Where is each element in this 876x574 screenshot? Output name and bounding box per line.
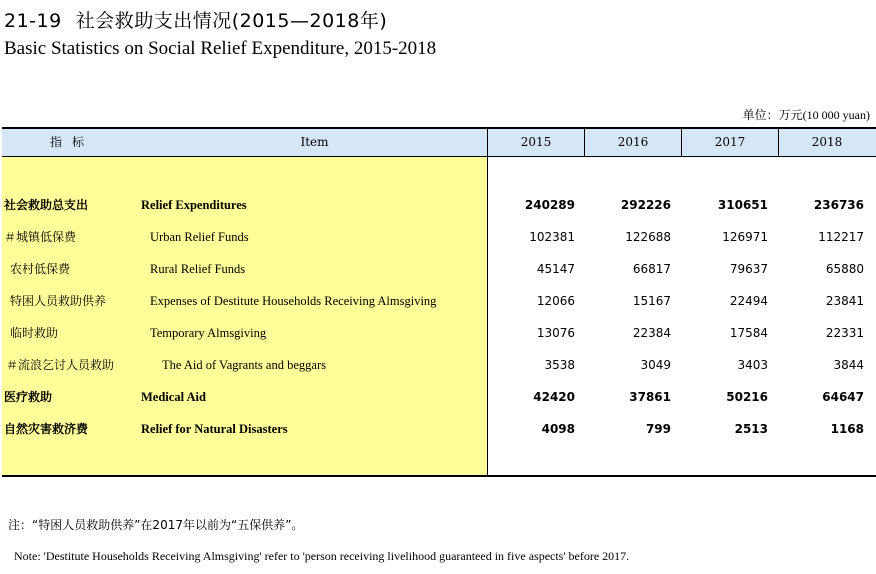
page-title-en: Basic Statistics on Social Relief Expenditure, 2015-2018 — [4, 38, 437, 59]
value-cell: 102381 — [529, 230, 575, 244]
value-cell: 292226 — [620, 198, 671, 212]
value-cell: 64647 — [822, 390, 864, 404]
table-bottom-rule — [2, 475, 876, 477]
unit-label — [743, 106, 870, 123]
row-label-cn: 特困人员救助供养 — [10, 294, 107, 308]
value-cell: 3844 — [833, 358, 864, 372]
value-cell: 42420 — [533, 390, 575, 404]
value-cell: 122688 — [625, 230, 671, 244]
row-label-cn: ＃流浪乞讨人员救助 — [6, 358, 115, 372]
value-cell: 79637 — [729, 262, 768, 276]
value-cell: 37861 — [629, 390, 671, 404]
header-rule — [2, 156, 876, 157]
table-row — [2, 189, 876, 221]
footnote-en: Note: 'Destitute Households Receiving Almsgiving' refer to 'person receiving livelihood guaranteed in five aspects' before 2017. — [14, 549, 630, 563]
table-row — [2, 253, 876, 285]
value-cell: 799 — [645, 422, 671, 436]
table-row — [2, 413, 876, 445]
title-cn-text: 社会救助支出情况(2015—2018年) — [75, 10, 388, 32]
row-label-en: Urban Relief Funds — [150, 230, 249, 244]
row-label-cn: 自然灾害救济费 — [4, 422, 89, 436]
value-cell: 310651 — [717, 198, 768, 212]
table-row — [2, 349, 876, 381]
value-cell: 15167 — [632, 294, 671, 308]
header-year: 2017 — [714, 135, 746, 149]
row-label-en: Expenses of Destitute Households Receiving Almsgiving — [150, 294, 437, 308]
value-cell: 22384 — [632, 326, 671, 340]
value-cell: 3049 — [640, 358, 671, 372]
value-cell: 126971 — [722, 230, 768, 244]
value-cell: 23841 — [825, 294, 864, 308]
value-cell: 45147 — [536, 262, 575, 276]
row-label-cn: 医疗救助 — [4, 390, 53, 404]
row-label-cn: ＃城镇低保费 — [4, 230, 77, 244]
footnote-cn: 注：“特困人员救助供养”在2017年以前为“五保供养”。 — [8, 518, 304, 532]
row-label-en: Rural Relief Funds — [150, 262, 246, 276]
header-year: 2015 — [520, 135, 552, 149]
row-label-cn: 社会救助总支出 — [4, 198, 89, 212]
table-code: 21-19 — [4, 10, 62, 32]
value-cell: 2513 — [734, 422, 768, 436]
value-cell: 4098 — [541, 422, 575, 436]
table-row — [2, 381, 876, 413]
value-cell: 236736 — [813, 198, 864, 212]
row-label-en: Temporary Almsgiving — [150, 326, 267, 340]
table-row — [2, 221, 876, 253]
table-row — [2, 285, 876, 317]
row-label-en: Relief for Natural Disasters — [141, 422, 288, 436]
header-item-en: Item — [300, 135, 329, 149]
value-cell: 112217 — [818, 230, 864, 244]
value-cell: 3403 — [737, 358, 768, 372]
value-cell: 66817 — [632, 262, 671, 276]
page-title-cn — [4, 6, 387, 33]
unit-cn: 单位：万元 — [742, 108, 803, 122]
value-cell: 3538 — [544, 358, 575, 372]
value-cell: 50216 — [726, 390, 768, 404]
unit-en: (10 000 yuan) — [802, 108, 870, 122]
header-year: 2018 — [811, 135, 843, 149]
value-cell: 22494 — [729, 294, 768, 308]
value-cell: 240289 — [524, 198, 575, 212]
row-label-en: The Aid of Vagrants and beggars — [162, 358, 326, 372]
header-indicator-cn: 指标 — [49, 135, 94, 149]
header-year: 2016 — [617, 135, 649, 149]
row-label-cn: 临时救助 — [10, 326, 59, 340]
row-label-en: Relief Expenditures — [141, 198, 247, 212]
value-cell: 17584 — [729, 326, 768, 340]
table-row — [2, 317, 876, 349]
statistics-table — [2, 127, 876, 477]
row-label-en: Medical Aid — [141, 390, 206, 404]
value-cell: 65880 — [825, 262, 864, 276]
value-cell: 22331 — [825, 326, 864, 340]
value-cell: 12066 — [536, 294, 575, 308]
row-label-cn: 农村低保费 — [10, 262, 71, 276]
value-cell: 13076 — [536, 326, 575, 340]
value-cell: 1168 — [830, 422, 864, 436]
